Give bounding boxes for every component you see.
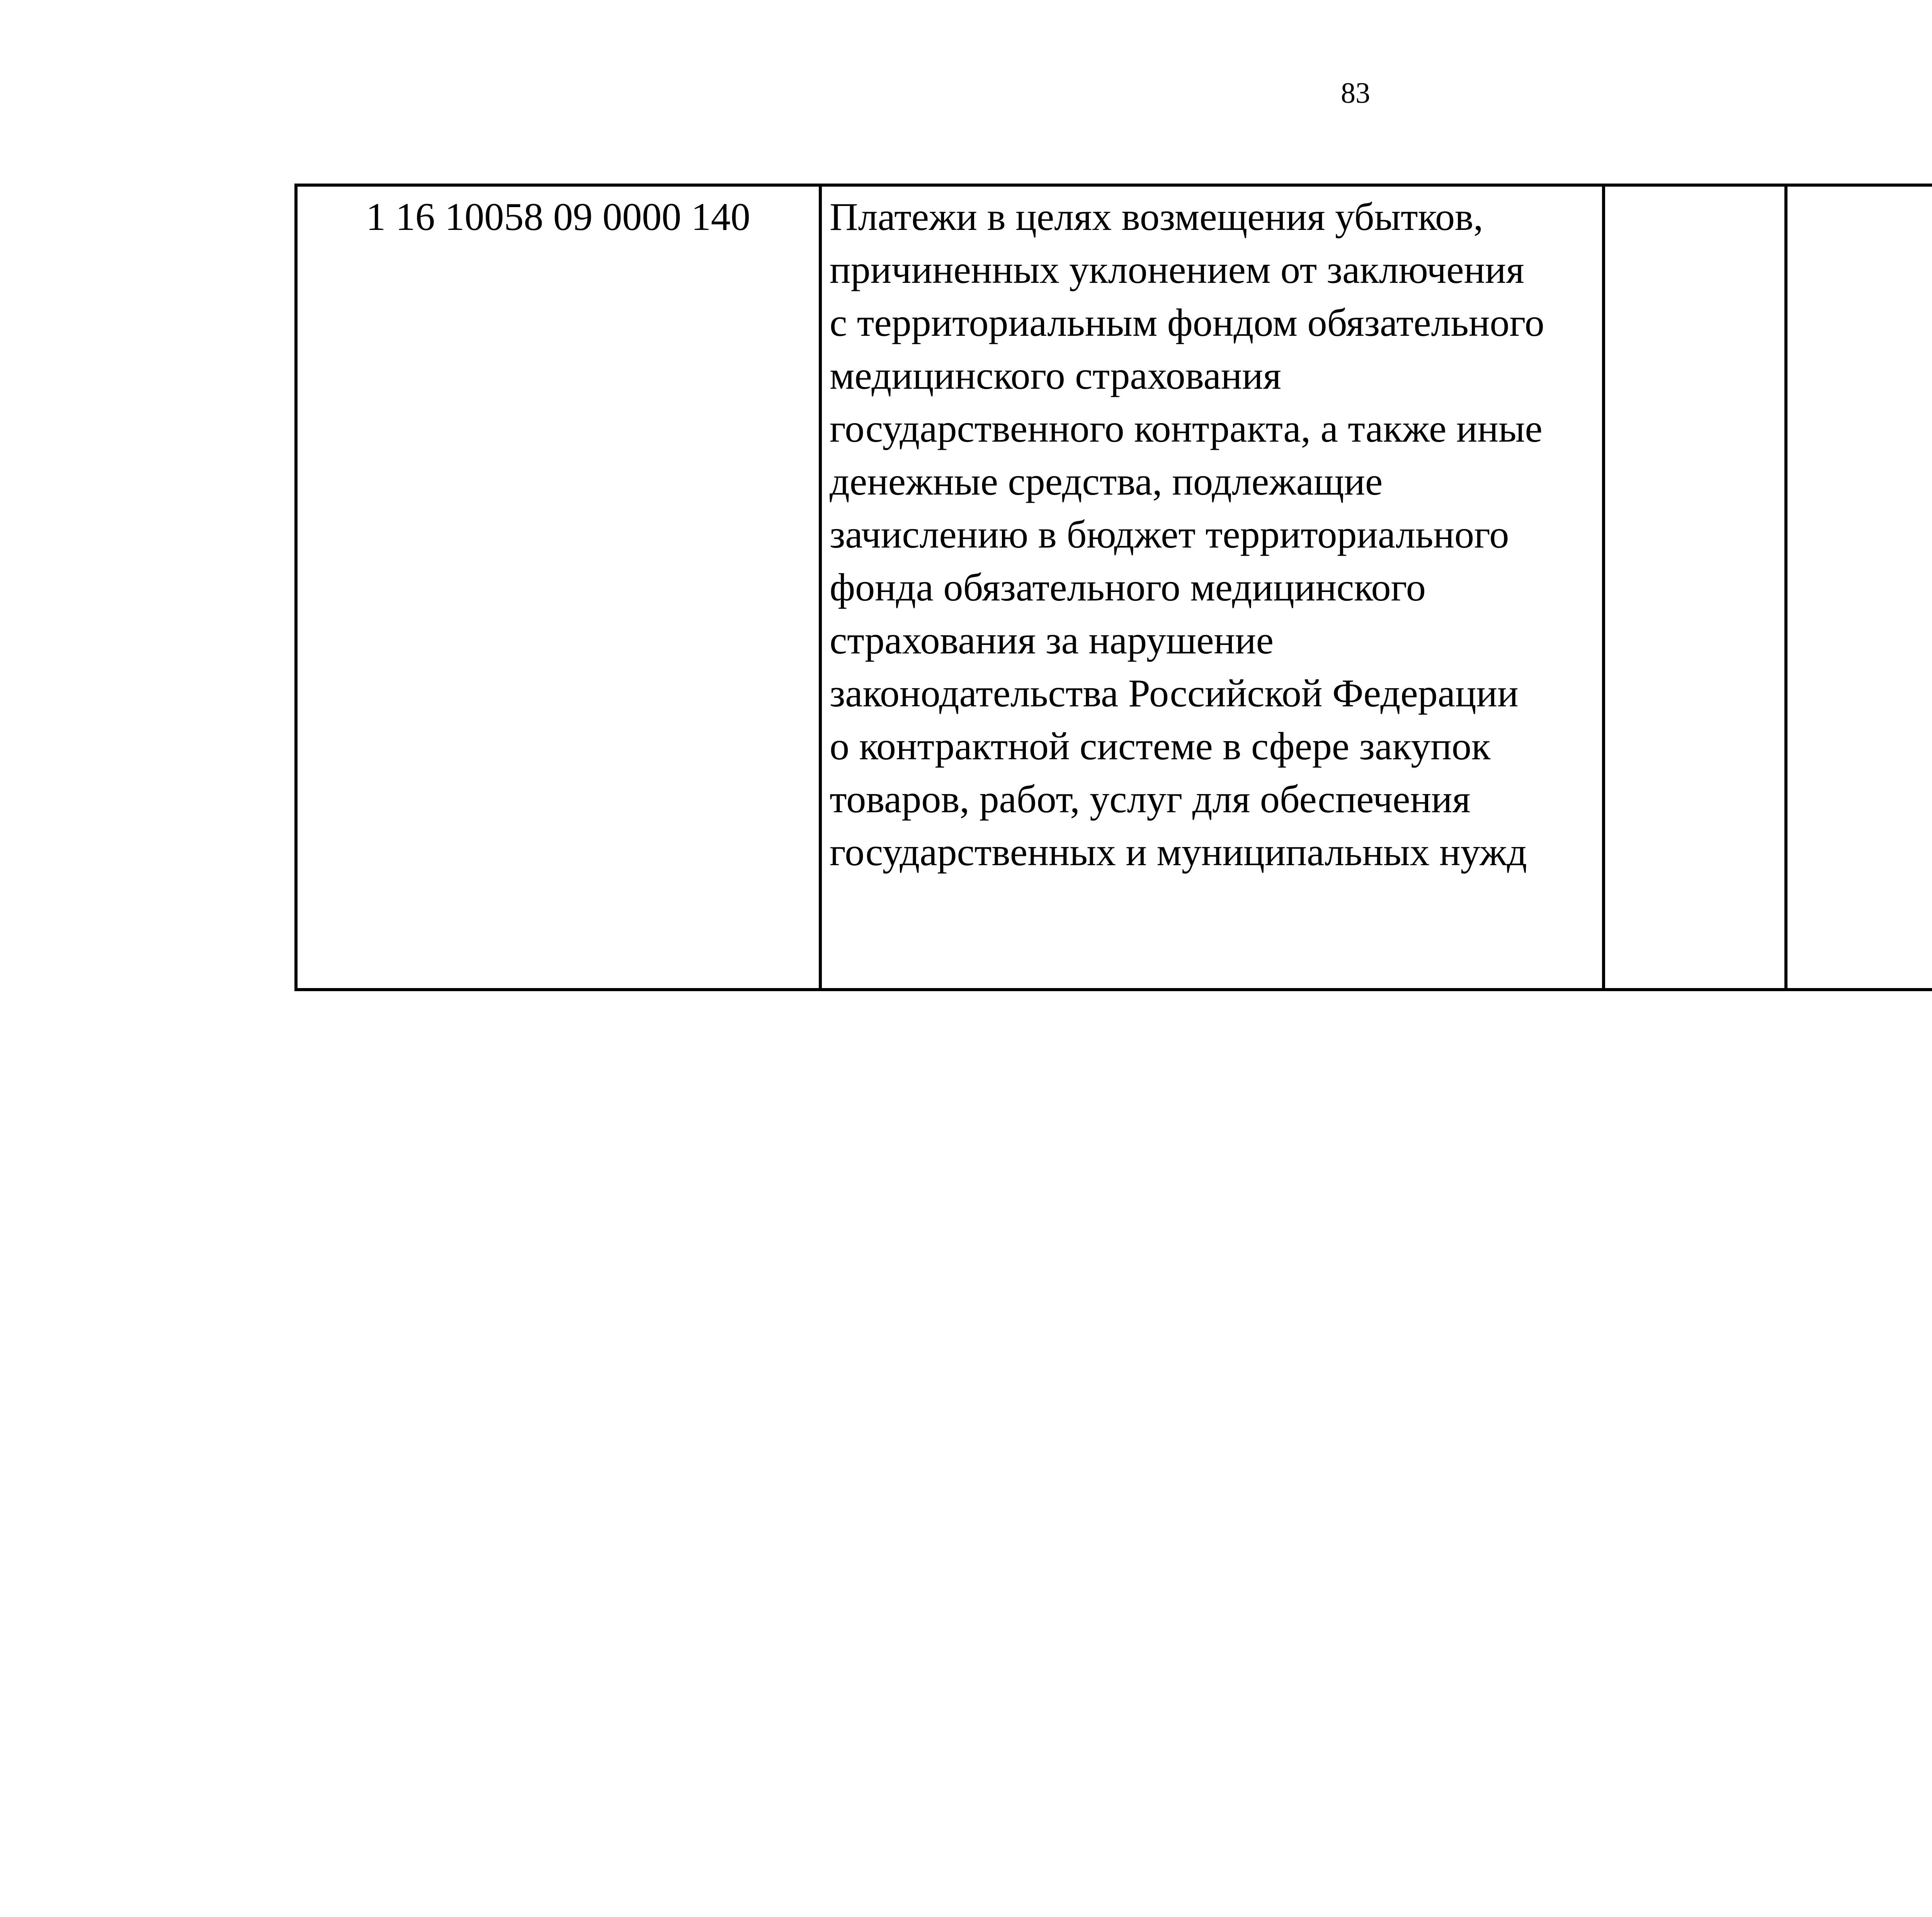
table-cell-empty-2 [1786, 185, 1932, 990]
page-number: 83 [1341, 77, 1370, 109]
table-cell-empty-1 [1604, 185, 1786, 990]
table-row [296, 185, 1932, 990]
budget-classification-code: 1 16 10058 09 0000 140 [296, 185, 820, 990]
revenue-description: Платежи в целях возмещения убытков, причиненных уклонением от заключения с территориальным фондом обязательного медицинского страхования государственного контракта, а также иные денежные средства, подлежащие зачислению в бюджет территориального фонда обязательного медицинского страхования за нарушение законодательства Российской Федерации о контрактной системе в сфере закупок товаров, работ, услуг для обеспечения государственных и муниципальных нужд [820, 185, 1604, 990]
revenue-norms-table [294, 184, 1932, 991]
